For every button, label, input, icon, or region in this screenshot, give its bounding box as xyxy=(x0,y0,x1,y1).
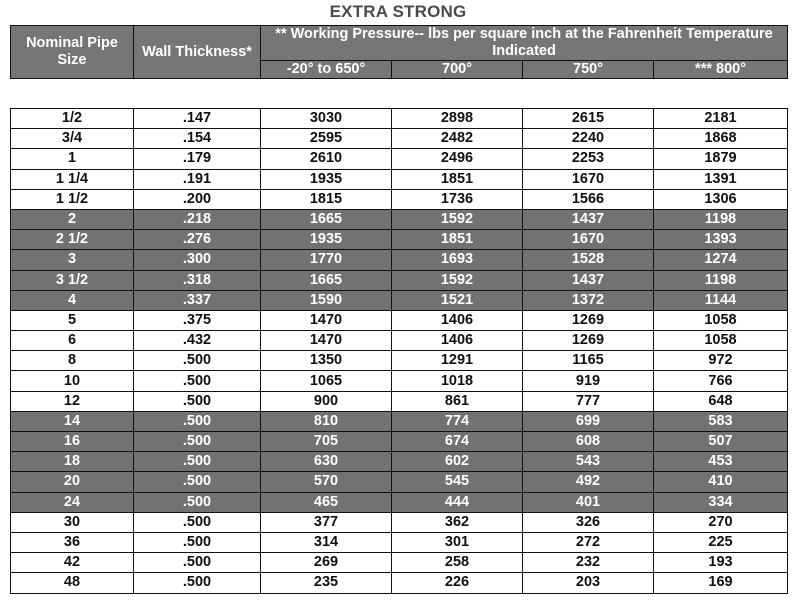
pressure-cell: 235 xyxy=(261,573,392,593)
pressure-cell: 1592 xyxy=(392,209,523,229)
pressure-cell: 1198 xyxy=(654,209,788,229)
pressure-cell: 1935 xyxy=(261,230,392,250)
pressure-cell: 543 xyxy=(523,452,654,472)
pressure-cell: 1144 xyxy=(654,290,788,310)
pressure-cell: 507 xyxy=(654,432,788,452)
table-row xyxy=(11,512,788,532)
pressure-cell: 2496 xyxy=(392,149,523,169)
pipe-size-cell: 8 xyxy=(11,351,134,371)
pressure-cell: 1058 xyxy=(654,331,788,351)
wall-thickness-cell: .500 xyxy=(134,573,261,593)
wall-thickness-cell: .191 xyxy=(134,169,261,189)
pressure-cell: 226 xyxy=(392,573,523,593)
table-header xyxy=(10,25,788,79)
pipe-size-cell: 5 xyxy=(11,310,134,330)
table-row xyxy=(11,109,788,129)
pressure-cell: 1372 xyxy=(523,290,654,310)
pressure-cell: 169 xyxy=(654,573,788,593)
table-row xyxy=(11,149,788,169)
pressure-cell: 1670 xyxy=(523,230,654,250)
pipe-size-cell: 1/2 xyxy=(11,109,134,129)
pipe-size-cell: 3/4 xyxy=(11,129,134,149)
wall-thickness-cell: .500 xyxy=(134,553,261,573)
pressure-cell: 1521 xyxy=(392,290,523,310)
pressure-cell: 1693 xyxy=(392,250,523,270)
pressure-cell: 1665 xyxy=(261,270,392,290)
pressure-cell: 334 xyxy=(654,492,788,512)
pressure-cell: 1670 xyxy=(523,169,654,189)
pressure-cell: 705 xyxy=(261,432,392,452)
pressure-cell: 766 xyxy=(654,371,788,391)
wall-thickness-cell: .500 xyxy=(134,532,261,552)
pressure-cell: 1350 xyxy=(261,351,392,371)
pressure-cell: 1269 xyxy=(523,331,654,351)
table-row xyxy=(11,270,788,290)
pipe-size-cell: 2 xyxy=(11,209,134,229)
pressure-cell: 193 xyxy=(654,553,788,573)
pipe-size-cell: 10 xyxy=(11,371,134,391)
pipe-size-cell: 3 1/2 xyxy=(11,270,134,290)
table-row xyxy=(11,492,788,512)
pressure-cell: 2240 xyxy=(523,129,654,149)
pipe-size-cell: 18 xyxy=(11,452,134,472)
pipe-size-cell: 2 1/2 xyxy=(11,230,134,250)
table-row xyxy=(11,411,788,431)
pressure-cell: 225 xyxy=(654,532,788,552)
pressure-cell: 1393 xyxy=(654,230,788,250)
table-row xyxy=(11,452,788,472)
pressure-cell: 1851 xyxy=(392,169,523,189)
pipe-size-cell: 20 xyxy=(11,472,134,492)
table-row xyxy=(11,209,788,229)
pressure-cell: 608 xyxy=(523,432,654,452)
pressure-cell: 1269 xyxy=(523,310,654,330)
pressure-cell: 453 xyxy=(654,452,788,472)
wall-thickness-cell: .218 xyxy=(134,209,261,229)
header-pipe-size: Nominal Pipe Size xyxy=(11,26,134,79)
pressure-cell: 630 xyxy=(261,452,392,472)
table-row xyxy=(11,250,788,270)
header-temp: *** 800° xyxy=(654,61,788,79)
wall-thickness-cell: .154 xyxy=(134,129,261,149)
pressure-cell: 648 xyxy=(654,391,788,411)
pressure-cell: 492 xyxy=(523,472,654,492)
pipe-size-cell: 3 xyxy=(11,250,134,270)
pressure-cell: 1406 xyxy=(392,310,523,330)
pressure-cell: 2181 xyxy=(654,109,788,129)
wall-thickness-cell: .500 xyxy=(134,452,261,472)
wall-thickness-cell: .500 xyxy=(134,472,261,492)
pressure-cell: 1879 xyxy=(654,149,788,169)
table-row xyxy=(11,351,788,371)
pressure-cell: 1065 xyxy=(261,371,392,391)
table-row xyxy=(11,472,788,492)
pressure-cell: 674 xyxy=(392,432,523,452)
header-temp: 750° xyxy=(523,61,654,79)
table-row xyxy=(11,331,788,351)
pressure-cell: 2595 xyxy=(261,129,392,149)
wall-thickness-cell: .147 xyxy=(134,109,261,129)
pipe-size-cell: 48 xyxy=(11,573,134,593)
wall-thickness-cell: .500 xyxy=(134,351,261,371)
pressure-cell: 972 xyxy=(654,351,788,371)
pipe-size-cell: 1 1/2 xyxy=(11,189,134,209)
pipe-size-cell: 4 xyxy=(11,290,134,310)
pressure-cell: 326 xyxy=(523,512,654,532)
table-row xyxy=(11,371,788,391)
wall-thickness-cell: .500 xyxy=(134,411,261,431)
table-row xyxy=(11,432,788,452)
wall-thickness-cell: .300 xyxy=(134,250,261,270)
pipe-size-cell: 1 1/4 xyxy=(11,169,134,189)
header-wall-thickness: Wall Thickness* xyxy=(134,26,261,79)
pressure-cell: 1736 xyxy=(392,189,523,209)
header-temp: 700° xyxy=(392,61,523,79)
pressure-cell: 258 xyxy=(392,553,523,573)
pressure-cell: 1018 xyxy=(392,371,523,391)
pressure-cell: 1406 xyxy=(392,331,523,351)
table-row xyxy=(11,553,788,573)
pressure-cell: 1470 xyxy=(261,331,392,351)
pressure-cell: 465 xyxy=(261,492,392,512)
wall-thickness-cell: .500 xyxy=(134,492,261,512)
pressure-cell: 602 xyxy=(392,452,523,472)
pressure-cell: 774 xyxy=(392,411,523,431)
wall-thickness-cell: .500 xyxy=(134,432,261,452)
pressure-cell: 1470 xyxy=(261,310,392,330)
pressure-cell: 1770 xyxy=(261,250,392,270)
header-working-pressure: ** Working Pressure-- lbs per square inch at the Fahrenheit Temperature Indicated xyxy=(261,26,788,61)
table-row xyxy=(11,391,788,411)
pipe-size-cell: 36 xyxy=(11,532,134,552)
wall-thickness-cell: .500 xyxy=(134,391,261,411)
pipe-size-cell: 6 xyxy=(11,331,134,351)
header-temp: -20° to 650° xyxy=(261,61,392,79)
wall-thickness-cell: .200 xyxy=(134,189,261,209)
pressure-cell: 1665 xyxy=(261,209,392,229)
pressure-cell: 410 xyxy=(654,472,788,492)
pipe-size-cell: 12 xyxy=(11,391,134,411)
pressure-cell: 810 xyxy=(261,411,392,431)
pressure-cell: 777 xyxy=(523,391,654,411)
pressure-cell: 583 xyxy=(654,411,788,431)
table-row xyxy=(11,532,788,552)
pressure-cell: 1590 xyxy=(261,290,392,310)
wall-thickness-cell: .179 xyxy=(134,149,261,169)
pressure-cell: 301 xyxy=(392,532,523,552)
pressure-cell: 1437 xyxy=(523,270,654,290)
table-row xyxy=(11,129,788,149)
table-row xyxy=(11,573,788,593)
pressure-cell: 444 xyxy=(392,492,523,512)
pressure-cell: 1566 xyxy=(523,189,654,209)
pressure-cell: 570 xyxy=(261,472,392,492)
pressure-cell: 1437 xyxy=(523,209,654,229)
wall-thickness-cell: .318 xyxy=(134,270,261,290)
pressure-cell: 1058 xyxy=(654,310,788,330)
pressure-cell: 232 xyxy=(523,553,654,573)
pressure-cell: 203 xyxy=(523,573,654,593)
pressure-cell: 861 xyxy=(392,391,523,411)
wall-thickness-cell: .500 xyxy=(134,371,261,391)
wall-thickness-cell: .276 xyxy=(134,230,261,250)
pressure-cell: 314 xyxy=(261,532,392,552)
pressure-cell: 3030 xyxy=(261,109,392,129)
pressure-cell: 1592 xyxy=(392,270,523,290)
pressure-cell: 1868 xyxy=(654,129,788,149)
pipe-size-cell: 14 xyxy=(11,411,134,431)
pressure-cell: 919 xyxy=(523,371,654,391)
pipe-size-cell: 16 xyxy=(11,432,134,452)
table-row xyxy=(11,169,788,189)
pressure-cell: 1165 xyxy=(523,351,654,371)
pressure-cell: 1291 xyxy=(392,351,523,371)
pressure-cell: 2253 xyxy=(523,149,654,169)
pipe-size-cell: 24 xyxy=(11,492,134,512)
pressure-cell: 2610 xyxy=(261,149,392,169)
pressure-cell: 2615 xyxy=(523,109,654,129)
pipe-size-cell: 1 xyxy=(11,149,134,169)
table-title: EXTRA STRONG xyxy=(329,2,467,21)
pressure-table xyxy=(10,108,788,594)
pressure-cell: 270 xyxy=(654,512,788,532)
pressure-cell: 377 xyxy=(261,512,392,532)
wall-thickness-cell: .432 xyxy=(134,331,261,351)
pressure-cell: 1528 xyxy=(523,250,654,270)
pressure-cell: 1851 xyxy=(392,230,523,250)
wall-thickness-cell: .337 xyxy=(134,290,261,310)
pressure-cell: 699 xyxy=(523,411,654,431)
pressure-cell: 1815 xyxy=(261,189,392,209)
pipe-size-cell: 42 xyxy=(11,553,134,573)
wall-thickness-cell: .500 xyxy=(134,512,261,532)
pressure-cell: 1198 xyxy=(654,270,788,290)
pressure-cell: 1306 xyxy=(654,189,788,209)
pressure-cell: 1274 xyxy=(654,250,788,270)
pressure-cell: 2482 xyxy=(392,129,523,149)
pressure-cell: 1391 xyxy=(654,169,788,189)
pressure-cell: 401 xyxy=(523,492,654,512)
pressure-cell: 269 xyxy=(261,553,392,573)
table-row xyxy=(11,230,788,250)
pressure-cell: 545 xyxy=(392,472,523,492)
wall-thickness-cell: .375 xyxy=(134,310,261,330)
table-row xyxy=(11,290,788,310)
pressure-cell: 362 xyxy=(392,512,523,532)
pressure-cell: 900 xyxy=(261,391,392,411)
pressure-cell: 1935 xyxy=(261,169,392,189)
pressure-cell: 272 xyxy=(523,532,654,552)
pipe-size-cell: 30 xyxy=(11,512,134,532)
table-row xyxy=(11,189,788,209)
pressure-cell: 2898 xyxy=(392,109,523,129)
table-row xyxy=(11,310,788,330)
